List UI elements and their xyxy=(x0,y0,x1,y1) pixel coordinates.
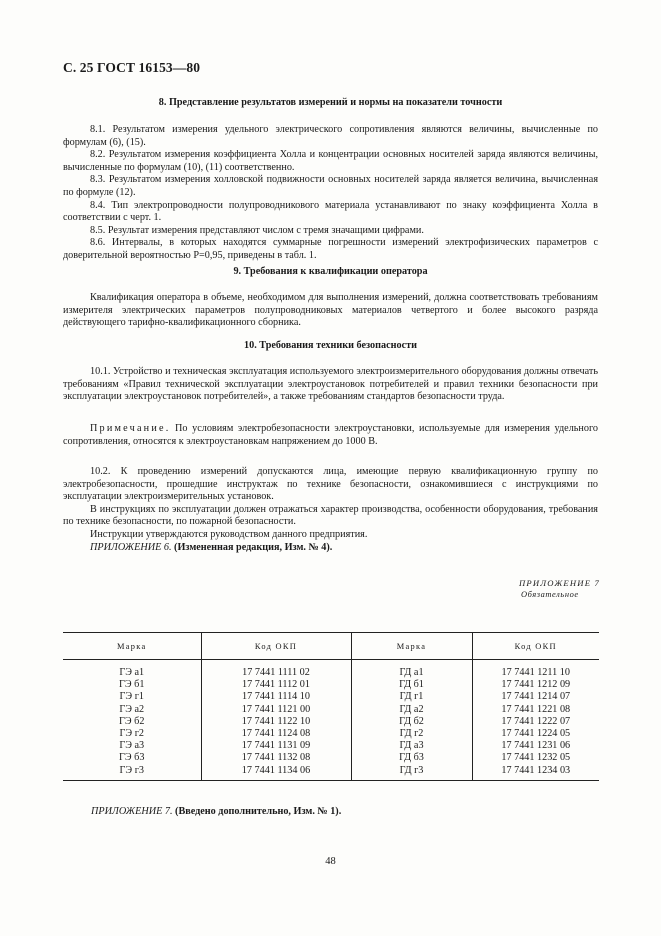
page-header: С. 25 ГОСТ 16153—80 xyxy=(63,60,201,75)
table-cell: 17 7441 1132 08 xyxy=(201,752,351,764)
table-cell: 17 7441 1224 05 xyxy=(472,728,599,740)
table-row xyxy=(63,704,599,716)
table-cell: ГД а2 xyxy=(351,704,472,716)
paragraph-10-2: 10.2. К проведению измерений допускаются лица, имеющие первую квалификационную группу по электробезопасности, прошедшие инструктаж по технике безопасности, ознакомившиеся с инструкциями по эксплуатации электроизмерительных установок. xyxy=(63,466,598,503)
table-cell: 17 7441 1234 03 xyxy=(472,765,599,781)
note-text: По условиям электробезопасности электроустановки, используемые для измерения удельного сопротивления, относятся к электроустановкам напряжением до 1000 В. xyxy=(63,423,598,447)
table-row xyxy=(63,752,599,764)
table-cell: ГЭ б3 xyxy=(119,752,145,764)
table-cell: 17 7441 1134 06 xyxy=(201,765,351,781)
section-10-2 xyxy=(63,466,598,554)
table-cell: 17 7441 1231 06 xyxy=(472,740,599,752)
paragraph-10-2-instructions: В инструкциях по эксплуатации должен отражаться характер производства, особенности оборудования, требования по технике безопасности, по пожарной безопасности. xyxy=(63,503,598,528)
table-row xyxy=(63,679,599,691)
table-cell: ГД г2 xyxy=(351,728,472,740)
table-cell: 17 7441 1124 08 xyxy=(201,728,351,740)
column-header-okp-code: Код ОКП xyxy=(201,633,351,660)
table-cell: 17 7441 1211 10 xyxy=(472,660,599,680)
appendix-6-label: ПРИЛОЖЕНИЕ 6. xyxy=(90,541,172,553)
section-9-title: 9. Требования к квалификации оператора xyxy=(233,266,428,277)
table-row xyxy=(63,716,599,728)
appendix-7-sublabel: Обязательное xyxy=(521,590,579,599)
table-cell: ГЭ а3 xyxy=(119,740,145,752)
paragraph-8-5: 8.5. Результат измерения представляют числом с тремя значащими цифрами. xyxy=(90,224,424,236)
appendix-7-footnote-revision: (Введено дополнительно, Изм. № 1). xyxy=(172,806,342,817)
table-cell: ГД б3 xyxy=(351,752,472,764)
table-cell: ГД г1 xyxy=(351,691,472,703)
paragraph-8-3: 8.3. Результатом измерения холловской подвижности основных носителей заряда является величина, вычисленная по формуле (12). xyxy=(63,174,598,198)
table-cell: 17 7441 1214 07 xyxy=(472,691,599,703)
table-cell: ГЭ а1 xyxy=(119,667,145,678)
appendix-6-note xyxy=(63,542,598,555)
table-cell: ГД а3 xyxy=(351,740,472,752)
table-cell: ГЭ б1 xyxy=(119,679,145,691)
table-cell: ГЭ г3 xyxy=(63,765,201,781)
table-cell: ГЭ г1 xyxy=(119,691,144,703)
note-paragraph xyxy=(63,423,598,448)
table-cell: 17 7441 1131 09 xyxy=(201,740,351,752)
column-header-grade: Марка xyxy=(351,633,472,660)
section-10-note xyxy=(63,423,598,448)
appendix-7-heading xyxy=(470,578,600,600)
table-cell: ГЭ г2 xyxy=(119,728,144,740)
appendix-7-footnote xyxy=(91,806,341,817)
table-cell: 17 7441 1121 00 xyxy=(201,704,351,716)
note-label: Примечание. xyxy=(90,423,171,434)
paragraph-9-1: Квалификация оператора в объеме, необходимом для выполнения измерений, должна соответствовать требованиям измерителя электрических параметров полупроводниковых материалов четвертого и более высокого разряда действующего тарифно-квалификационного сборника. xyxy=(63,292,598,329)
paragraph-8-2: 8.2. Результатом измерения коэффициента Холла и концентрации основных носителей заряда являются величины, вычисленные по формулам (10), (11) соответственно. xyxy=(63,149,598,173)
table-cell: ГЭ б2 xyxy=(119,715,145,727)
table-row xyxy=(63,740,599,752)
table-cell: 17 7441 1114 10 xyxy=(201,691,351,703)
paragraph-10-1: 10.1. Устройство и техническая эксплуатация используемого электроизмерительного оборудования должны отвечать требованиям «Правил технической эксплуатации электроустановок потребителей и правил техники безопасности при эксплуатации электроустановок потребителей», а также требованиям стандартов безопасности труда. xyxy=(63,366,598,403)
column-header-grade: Марка xyxy=(63,633,201,660)
section-10-1 xyxy=(63,366,598,404)
column-header-okp-code: Код ОКП xyxy=(472,633,599,660)
paragraph-10-2-approval: Инструкции утверждаются руководством данного предприятия. xyxy=(90,528,368,540)
section-9-body xyxy=(63,292,598,330)
section-8-body xyxy=(63,124,598,263)
paragraph-8-6: 8.6. Интервалы, в которых находятся суммарные погрешности измерений электрофизических параметров с доверительной вероятностью P=0,95, приведены в табл. 1. xyxy=(63,237,598,261)
table-cell: ГД б1 xyxy=(351,679,472,691)
table-cell: ГД а1 xyxy=(351,660,472,680)
table-cell: 17 7441 1122 10 xyxy=(201,716,351,728)
table-cell: 17 7441 1222 07 xyxy=(472,716,599,728)
table-cell: 17 7441 1232 05 xyxy=(472,752,599,764)
okp-code-table xyxy=(63,632,599,781)
appendix-7-footnote-label: ПРИЛОЖЕНИЕ 7. xyxy=(91,806,173,817)
table-cell: ГЭ а2 xyxy=(119,703,145,715)
section-10-title: 10. Требования техники безопасности xyxy=(244,340,417,351)
table-row xyxy=(63,765,599,781)
table-cell: 17 7441 1212 09 xyxy=(472,679,599,691)
paragraph-8-4: 8.4. Тип электропроводности полупроводникового материала устанавливают по знаку коэффициента Холла в соответствии с черт. 1. xyxy=(63,199,598,224)
appendix-7-label: ПРИЛОЖЕНИЕ 7 xyxy=(519,578,600,588)
table-cell: 17 7441 1111 02 xyxy=(201,660,351,680)
page-number: 48 xyxy=(325,856,336,867)
appendix-6-revision: (Измененная редакция, Изм. № 4). xyxy=(171,541,333,553)
table-cell: ГД б2 xyxy=(351,716,472,728)
table-row xyxy=(63,728,599,740)
table-cell: 17 7441 1112 01 xyxy=(201,679,351,691)
table-row xyxy=(63,660,599,680)
table-cell: ГД г3 xyxy=(351,765,472,781)
section-8-title: 8. Представление результатов измерений и нормы на показатели точности xyxy=(158,97,503,108)
paragraph-8-1: 8.1. Результатом измерения удельного электрического сопротивления являются величины, вычисленные по формулам (6), (15). xyxy=(63,124,598,148)
table-row xyxy=(63,691,599,703)
table-cell: 17 7441 1221 08 xyxy=(472,704,599,716)
table-header-row xyxy=(63,633,599,660)
